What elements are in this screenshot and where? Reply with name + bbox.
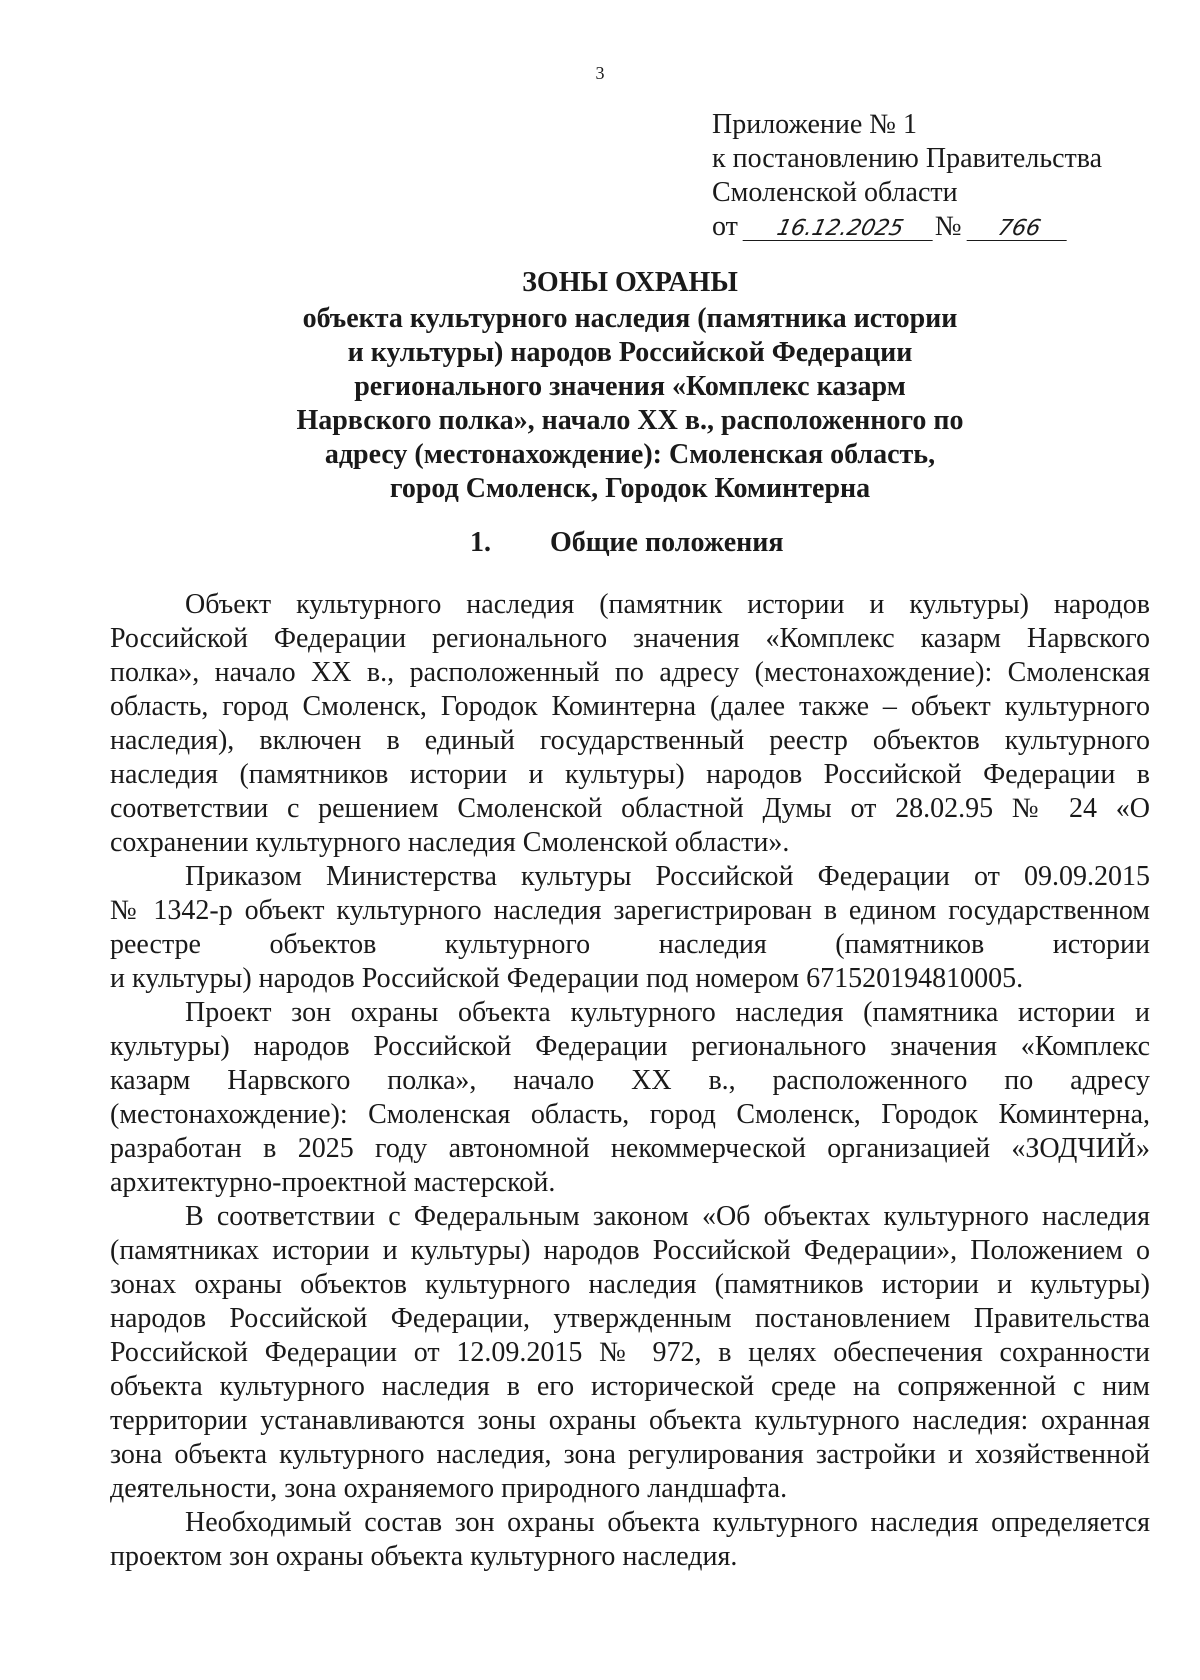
number-prefix: № [934, 211, 962, 242]
appendix-line-3: Смоленской области [712, 177, 958, 208]
text-line: Приказом Министерства культуры Российской Федерации от 09.09.2015 [185, 861, 1150, 892]
appendix-line-1: Приложение № 1 [712, 109, 917, 140]
text-line: казарм Нарвского полка», начало XX в., расположенного по адресу [110, 1065, 1150, 1096]
text-line: проектом зон охраны объекта культурного наследия. [110, 1541, 738, 1572]
handwritten-number: 766 [966, 218, 1071, 241]
appendix-line-2: к постановлению Правительства [712, 143, 1103, 174]
text-line: деятельности, зона охраняемого природного ландшафта. [110, 1473, 788, 1504]
text-line: культуры) народов Российской Федерации регионального значения «Комплекс [110, 1031, 1150, 1062]
text-line: реестре объектов культурного наследия (памятников истории [110, 929, 1150, 960]
text-line: наследия (памятников истории и культуры) народов Российской Федерации в [110, 759, 1150, 790]
text-line: и культуры) народов Российской Федерации под номером 671520194810005. [110, 963, 1024, 994]
text-line: наследия), включен в единый государственный реестр объектов культурного [110, 725, 1150, 756]
text-line: В соответствии с Федеральным законом «Об объектах культурного наследия [185, 1201, 1150, 1232]
appendix-date-line [712, 210, 1152, 244]
subtitle-line: и культуры) народов Российской Федерации [347, 337, 913, 368]
text-line: зона объекта культурного наследия, зона регулирования застройки и хозяйственной [110, 1439, 1150, 1470]
text-line: зонах охраны объектов культурного наследия (памятников истории и культуры) [110, 1269, 1150, 1300]
text-line: объекта культурного наследия в его исторической среде на сопряженной с ним [110, 1371, 1150, 1402]
text-line: (памятниках истории и культуры) народов Российской Федерации», Положением о [110, 1235, 1150, 1266]
text-line: Российской Федерации регионального значения «Комплекс казарм Нарвского [110, 623, 1150, 654]
text-line: полка», начало XX в., расположенный по адресу (местонахождение): Смоленская [110, 657, 1150, 688]
text-line: территории устанавливаются зоны охраны объекта культурного наследия: охранная [110, 1405, 1150, 1436]
document-subtitle [230, 302, 1030, 506]
text-line: сохранении культурного наследия Смоленской области». [110, 827, 790, 858]
paragraph [110, 996, 1150, 1200]
appendix-header [712, 108, 1152, 244]
text-line: народов Российской Федерации, утвержденным постановлением Правительства [110, 1303, 1150, 1334]
date-prefix: от [712, 211, 738, 242]
text-line: (местонахождение): Смоленская область, город Смоленск, Городок Коминтерна, [110, 1099, 1150, 1130]
text-line: Объект культурного наследия (памятник истории и культуры) народов [185, 589, 1150, 620]
subtitle-line: объекта культурного наследия (памятника истории [302, 303, 958, 334]
section-heading [470, 526, 784, 560]
text-line: Российской Федерации от 12.09.2015 № 972, в целях обеспечения сохранности [110, 1337, 1150, 1368]
subtitle-line: город Смоленск, Городок Коминтерна [389, 473, 871, 504]
paragraph [110, 1506, 1150, 1574]
section-title: Общие положения [550, 527, 784, 558]
handwritten-date: 16.12.2025 [742, 218, 937, 241]
text-line: Необходимый состав зон охраны объекта культурного наследия определяется [185, 1507, 1150, 1538]
paragraph [110, 1200, 1150, 1506]
text-line: № 1342-р объект культурного наследия зарегистрирован в едином государственном [110, 895, 1150, 926]
body-text [110, 588, 1150, 1574]
page-number: 3 [595, 63, 605, 83]
paragraph [110, 860, 1150, 996]
text-line: соответствии с решением Смоленской областной Думы от 28.02.95 № 24 «О [110, 793, 1150, 824]
text-line: область, город Смоленск, Городок Коминтерна (далее также – объект культурного [110, 691, 1150, 722]
section-number: 1. [470, 527, 491, 558]
subtitle-line: регионального значения «Комплекс казарм [354, 371, 906, 402]
subtitle-line: адресу (местонахождение): Смоленская область, [324, 439, 936, 470]
subtitle-line: Нарвского полка», начало XX в., расположенного по [296, 405, 964, 436]
paragraph [110, 588, 1150, 860]
text-line: разработан в 2025 году автономной некоммерческой организацией «ЗОДЧИЙ» [110, 1133, 1150, 1164]
text-line: архитектурно-проектной мастерской. [110, 1167, 556, 1198]
text-line: Проект зон охраны объекта культурного наследия (памятника истории и [185, 997, 1150, 1028]
document-title: ЗОНЫ ОХРАНЫ [522, 267, 738, 298]
